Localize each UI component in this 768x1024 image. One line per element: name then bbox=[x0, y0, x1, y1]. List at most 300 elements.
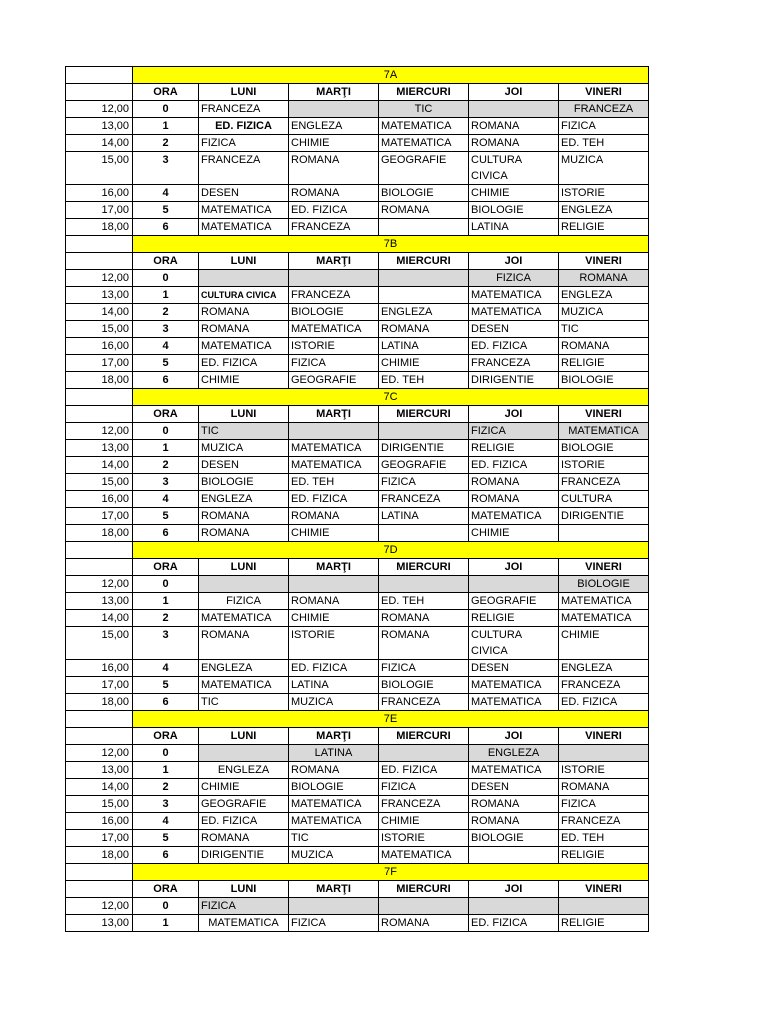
table-row bbox=[66, 457, 649, 474]
subject-cell-marti bbox=[289, 576, 379, 593]
table-row bbox=[66, 745, 649, 762]
table-row bbox=[66, 338, 649, 355]
period-time: 12,00 bbox=[66, 898, 133, 915]
table-row bbox=[66, 779, 649, 796]
subject-cell-joi: MATEMATICA bbox=[469, 694, 559, 711]
table-row bbox=[66, 762, 649, 779]
subject-cell-marti: ISTORIE bbox=[289, 627, 379, 660]
subject-cell-vineri: BIOLOGIE bbox=[559, 372, 649, 389]
subject-cell-joi: DESEN bbox=[469, 321, 559, 338]
subject-cell-miercuri bbox=[379, 423, 469, 440]
subject-cell-joi: RELIGIE bbox=[469, 440, 559, 457]
subject-cell-vineri: MATEMATICA bbox=[559, 610, 649, 627]
table-row bbox=[66, 660, 649, 677]
subject-cell-vineri: ROMANA bbox=[559, 270, 649, 287]
class-banner-row bbox=[66, 864, 649, 881]
period-time: 15,00 bbox=[66, 796, 133, 813]
header-joi: JOI bbox=[469, 84, 559, 101]
header-marti: MARŢI bbox=[289, 559, 379, 576]
blank-cell bbox=[66, 389, 133, 406]
subject-cell-marti: ROMANA bbox=[289, 508, 379, 525]
subject-cell-marti: LATINA bbox=[289, 745, 379, 762]
subject-cell-marti: CHIMIE bbox=[289, 525, 379, 542]
header-luni: LUNI bbox=[199, 84, 289, 101]
blank-cell bbox=[66, 711, 133, 728]
subject-cell-joi: MATEMATICA bbox=[469, 304, 559, 321]
day-header-row bbox=[66, 84, 649, 101]
subject-cell-marti: CHIMIE bbox=[289, 610, 379, 627]
header-ora: ORA bbox=[133, 84, 199, 101]
period-time: 16,00 bbox=[66, 338, 133, 355]
subject-cell-marti bbox=[289, 423, 379, 440]
table-row bbox=[66, 304, 649, 321]
period-time: 16,00 bbox=[66, 660, 133, 677]
table-row bbox=[66, 423, 649, 440]
subject-cell-luni: ENGLEZA bbox=[199, 660, 289, 677]
class-name-banner: 7A bbox=[133, 67, 649, 84]
subject-cell-luni: FRANCEZA bbox=[199, 101, 289, 118]
header-vineri: VINERI bbox=[559, 84, 649, 101]
table-row bbox=[66, 287, 649, 304]
subject-cell-vineri: ROMANA bbox=[559, 338, 649, 355]
class-banner-row bbox=[66, 711, 649, 728]
subject-cell-luni: TIC bbox=[199, 694, 289, 711]
subject-cell-joi bbox=[469, 576, 559, 593]
subject-cell-luni: ROMANA bbox=[199, 830, 289, 847]
period-number: 3 bbox=[133, 152, 199, 185]
subject-cell-luni: CULTURA CIVICA bbox=[199, 287, 289, 304]
subject-cell-joi: MATEMATICA bbox=[469, 762, 559, 779]
period-number: 1 bbox=[133, 440, 199, 457]
table-row bbox=[66, 898, 649, 915]
subject-cell-marti: CHIMIE bbox=[289, 135, 379, 152]
class-banner-row bbox=[66, 67, 649, 84]
period-number: 6 bbox=[133, 847, 199, 864]
subject-cell-luni: ROMANA bbox=[199, 525, 289, 542]
subject-cell-miercuri bbox=[379, 287, 469, 304]
period-number: 5 bbox=[133, 202, 199, 219]
period-number: 2 bbox=[133, 135, 199, 152]
subject-cell-marti: BIOLOGIE bbox=[289, 779, 379, 796]
subject-cell-vineri: FRANCEZA bbox=[559, 813, 649, 830]
table-row bbox=[66, 508, 649, 525]
table-row bbox=[66, 593, 649, 610]
subject-cell-luni: FRANCEZA bbox=[199, 152, 289, 185]
period-time: 13,00 bbox=[66, 915, 133, 932]
header-miercuri: MIERCURI bbox=[379, 881, 469, 898]
period-time: 17,00 bbox=[66, 355, 133, 372]
blank-cell bbox=[66, 728, 133, 745]
table-row bbox=[66, 118, 649, 135]
period-number: 4 bbox=[133, 660, 199, 677]
subject-cell-miercuri: MATEMATICA bbox=[379, 847, 469, 864]
subject-cell-luni: ED. FIZICA bbox=[199, 813, 289, 830]
table-row bbox=[66, 372, 649, 389]
subject-cell-luni: MATEMATICA bbox=[199, 915, 289, 932]
period-time: 16,00 bbox=[66, 491, 133, 508]
period-number: 6 bbox=[133, 372, 199, 389]
header-marti: MARŢI bbox=[289, 253, 379, 270]
period-time: 12,00 bbox=[66, 745, 133, 762]
subject-cell-miercuri: ISTORIE bbox=[379, 830, 469, 847]
period-number: 1 bbox=[133, 915, 199, 932]
period-time: 13,00 bbox=[66, 440, 133, 457]
period-number: 0 bbox=[133, 898, 199, 915]
header-luni: LUNI bbox=[199, 559, 289, 576]
subject-cell-marti: MATEMATICA bbox=[289, 440, 379, 457]
subject-cell-luni: ROMANA bbox=[199, 321, 289, 338]
subject-cell-miercuri bbox=[379, 270, 469, 287]
subject-cell-joi: ROMANA bbox=[469, 118, 559, 135]
subject-cell-miercuri: FRANCEZA bbox=[379, 796, 469, 813]
subject-cell-vineri: ENGLEZA bbox=[559, 660, 649, 677]
subject-cell-marti bbox=[289, 270, 379, 287]
subject-cell-joi: ENGLEZA bbox=[469, 745, 559, 762]
blank-cell bbox=[66, 84, 133, 101]
period-time: 13,00 bbox=[66, 762, 133, 779]
subject-cell-luni bbox=[199, 745, 289, 762]
period-number: 6 bbox=[133, 525, 199, 542]
subject-cell-marti: ROMANA bbox=[289, 185, 379, 202]
subject-cell-vineri: MUZICA bbox=[559, 304, 649, 321]
header-joi: JOI bbox=[469, 728, 559, 745]
subject-cell-joi bbox=[469, 847, 559, 864]
period-number: 4 bbox=[133, 185, 199, 202]
subject-cell-miercuri: ED. FIZICA bbox=[379, 762, 469, 779]
subject-cell-marti: BIOLOGIE bbox=[289, 304, 379, 321]
subject-cell-vineri bbox=[559, 898, 649, 915]
timetable bbox=[65, 66, 649, 932]
subject-cell-joi: ROMANA bbox=[469, 796, 559, 813]
period-number: 4 bbox=[133, 491, 199, 508]
subject-cell-marti: MATEMATICA bbox=[289, 457, 379, 474]
class-name-banner: 7C bbox=[133, 389, 649, 406]
subject-cell-miercuri: LATINA bbox=[379, 338, 469, 355]
period-time: 17,00 bbox=[66, 202, 133, 219]
period-number: 3 bbox=[133, 796, 199, 813]
period-time: 18,00 bbox=[66, 847, 133, 864]
subject-cell-marti: TIC bbox=[289, 830, 379, 847]
period-number: 1 bbox=[133, 287, 199, 304]
subject-cell-vineri: MATEMATICA bbox=[559, 423, 649, 440]
subject-cell-joi: FIZICA bbox=[469, 270, 559, 287]
subject-cell-joi: GEOGRAFIE bbox=[469, 593, 559, 610]
header-marti: MARŢI bbox=[289, 728, 379, 745]
period-number: 5 bbox=[133, 355, 199, 372]
class-name-banner: 7E bbox=[133, 711, 649, 728]
table-row bbox=[66, 101, 649, 118]
header-ora: ORA bbox=[133, 253, 199, 270]
table-row bbox=[66, 152, 649, 185]
subject-cell-miercuri: ROMANA bbox=[379, 610, 469, 627]
period-time: 16,00 bbox=[66, 813, 133, 830]
period-number: 5 bbox=[133, 508, 199, 525]
period-number: 1 bbox=[133, 118, 199, 135]
period-number: 5 bbox=[133, 677, 199, 694]
table-row bbox=[66, 813, 649, 830]
period-number: 2 bbox=[133, 610, 199, 627]
period-time: 17,00 bbox=[66, 677, 133, 694]
period-time: 18,00 bbox=[66, 372, 133, 389]
period-number: 3 bbox=[133, 321, 199, 338]
period-number: 0 bbox=[133, 423, 199, 440]
subject-cell-miercuri: CHIMIE bbox=[379, 813, 469, 830]
period-number: 0 bbox=[133, 745, 199, 762]
subject-cell-luni: GEOGRAFIE bbox=[199, 796, 289, 813]
subject-cell-luni: MUZICA bbox=[199, 440, 289, 457]
subject-cell-miercuri: FRANCEZA bbox=[379, 491, 469, 508]
subject-cell-marti: MUZICA bbox=[289, 694, 379, 711]
period-time: 14,00 bbox=[66, 610, 133, 627]
subject-cell-joi: ROMANA bbox=[469, 813, 559, 830]
subject-cell-joi: MATEMATICA bbox=[469, 287, 559, 304]
period-number: 0 bbox=[133, 270, 199, 287]
subject-cell-vineri: ISTORIE bbox=[559, 457, 649, 474]
header-ora: ORA bbox=[133, 406, 199, 423]
header-miercuri: MIERCURI bbox=[379, 406, 469, 423]
table-row bbox=[66, 135, 649, 152]
subject-cell-luni: ED. FIZICA bbox=[199, 118, 289, 135]
header-miercuri: MIERCURI bbox=[379, 253, 469, 270]
subject-cell-luni: FIZICA bbox=[199, 898, 289, 915]
subject-cell-vineri: MUZICA bbox=[559, 152, 649, 185]
period-time: 14,00 bbox=[66, 304, 133, 321]
header-joi: JOI bbox=[469, 253, 559, 270]
subject-cell-miercuri bbox=[379, 525, 469, 542]
subject-cell-vineri: CHIMIE bbox=[559, 627, 649, 660]
timetable-sheet bbox=[65, 66, 648, 932]
period-number: 5 bbox=[133, 830, 199, 847]
subject-cell-joi: CHIMIE bbox=[469, 525, 559, 542]
header-miercuri: MIERCURI bbox=[379, 559, 469, 576]
subject-cell-vineri: TIC bbox=[559, 321, 649, 338]
subject-cell-luni bbox=[199, 270, 289, 287]
subject-cell-luni: FIZICA bbox=[199, 135, 289, 152]
subject-cell-marti: FIZICA bbox=[289, 915, 379, 932]
subject-cell-marti: ROMANA bbox=[289, 762, 379, 779]
period-time: 16,00 bbox=[66, 185, 133, 202]
period-time: 12,00 bbox=[66, 101, 133, 118]
subject-cell-luni: ENGLEZA bbox=[199, 491, 289, 508]
subject-cell-joi: DESEN bbox=[469, 779, 559, 796]
period-time: 13,00 bbox=[66, 593, 133, 610]
period-time: 13,00 bbox=[66, 287, 133, 304]
subject-cell-luni: MATEMATICA bbox=[199, 338, 289, 355]
table-row bbox=[66, 627, 649, 660]
subject-cell-miercuri bbox=[379, 219, 469, 236]
subject-cell-marti: ISTORIE bbox=[289, 338, 379, 355]
subject-cell-luni: MATEMATICA bbox=[199, 610, 289, 627]
subject-cell-joi: DIRIGENTIE bbox=[469, 372, 559, 389]
subject-cell-miercuri: ED. TEH bbox=[379, 372, 469, 389]
subject-cell-joi: BIOLOGIE bbox=[469, 202, 559, 219]
subject-cell-luni: FIZICA bbox=[199, 593, 289, 610]
subject-cell-vineri: FRANCEZA bbox=[559, 677, 649, 694]
header-joi: JOI bbox=[469, 406, 559, 423]
period-time: 13,00 bbox=[66, 118, 133, 135]
period-number: 4 bbox=[133, 338, 199, 355]
subject-cell-miercuri: ROMANA bbox=[379, 915, 469, 932]
subject-cell-marti: ED. FIZICA bbox=[289, 660, 379, 677]
class-name-banner: 7F bbox=[133, 864, 649, 881]
period-number: 1 bbox=[133, 762, 199, 779]
subject-cell-joi: CULTURA CIVICA bbox=[469, 152, 559, 185]
subject-cell-marti: FIZICA bbox=[289, 355, 379, 372]
subject-cell-joi: RELIGIE bbox=[469, 610, 559, 627]
subject-cell-joi: FRANCEZA bbox=[469, 355, 559, 372]
subject-cell-miercuri bbox=[379, 576, 469, 593]
subject-cell-vineri: ED. TEH bbox=[559, 135, 649, 152]
subject-cell-vineri: ED. TEH bbox=[559, 830, 649, 847]
subject-cell-luni: BIOLOGIE bbox=[199, 474, 289, 491]
subject-cell-marti: ROMANA bbox=[289, 152, 379, 185]
subject-cell-joi: DESEN bbox=[469, 660, 559, 677]
period-number: 6 bbox=[133, 219, 199, 236]
header-luni: LUNI bbox=[199, 406, 289, 423]
subject-cell-joi: FIZICA bbox=[469, 423, 559, 440]
header-luni: LUNI bbox=[199, 253, 289, 270]
day-header-row bbox=[66, 253, 649, 270]
header-joi: JOI bbox=[469, 881, 559, 898]
subject-cell-miercuri bbox=[379, 745, 469, 762]
subject-cell-joi: MATEMATICA bbox=[469, 677, 559, 694]
subject-cell-miercuri: TIC bbox=[379, 101, 469, 118]
subject-cell-vineri: ISTORIE bbox=[559, 762, 649, 779]
header-luni: LUNI bbox=[199, 881, 289, 898]
period-time: 14,00 bbox=[66, 135, 133, 152]
period-time: 12,00 bbox=[66, 270, 133, 287]
subject-cell-luni: TIC bbox=[199, 423, 289, 440]
subject-cell-vineri: RELIGIE bbox=[559, 355, 649, 372]
table-row bbox=[66, 796, 649, 813]
period-time: 17,00 bbox=[66, 508, 133, 525]
day-header-row bbox=[66, 728, 649, 745]
subject-cell-luni: ED. FIZICA bbox=[199, 355, 289, 372]
subject-cell-vineri: FRANCEZA bbox=[559, 101, 649, 118]
table-row bbox=[66, 677, 649, 694]
table-row bbox=[66, 270, 649, 287]
subject-cell-luni: ROMANA bbox=[199, 627, 289, 660]
period-time: 14,00 bbox=[66, 457, 133, 474]
blank-cell bbox=[66, 236, 133, 253]
subject-cell-joi bbox=[469, 101, 559, 118]
table-row bbox=[66, 219, 649, 236]
subject-cell-luni: MATEMATICA bbox=[199, 202, 289, 219]
subject-cell-joi: ROMANA bbox=[469, 491, 559, 508]
period-time: 15,00 bbox=[66, 474, 133, 491]
day-header-row bbox=[66, 881, 649, 898]
header-vineri: VINERI bbox=[559, 406, 649, 423]
subject-cell-marti bbox=[289, 101, 379, 118]
header-luni: LUNI bbox=[199, 728, 289, 745]
subject-cell-marti: FRANCEZA bbox=[289, 287, 379, 304]
period-number: 2 bbox=[133, 304, 199, 321]
day-header-row bbox=[66, 406, 649, 423]
subject-cell-marti: MATEMATICA bbox=[289, 796, 379, 813]
header-miercuri: MIERCURI bbox=[379, 84, 469, 101]
subject-cell-luni: ROMANA bbox=[199, 304, 289, 321]
subject-cell-luni: MATEMATICA bbox=[199, 219, 289, 236]
subject-cell-marti: MATEMATICA bbox=[289, 813, 379, 830]
header-ora: ORA bbox=[133, 881, 199, 898]
subject-cell-miercuri: GEOGRAFIE bbox=[379, 457, 469, 474]
subject-cell-joi bbox=[469, 898, 559, 915]
subject-cell-vineri: CULTURA bbox=[559, 491, 649, 508]
period-time: 18,00 bbox=[66, 694, 133, 711]
blank-cell bbox=[66, 542, 133, 559]
blank-cell bbox=[66, 253, 133, 270]
subject-cell-marti: MUZICA bbox=[289, 847, 379, 864]
subject-cell-vineri: FRANCEZA bbox=[559, 474, 649, 491]
table-row bbox=[66, 610, 649, 627]
day-header-row bbox=[66, 559, 649, 576]
subject-cell-vineri: RELIGIE bbox=[559, 847, 649, 864]
header-vineri: VINERI bbox=[559, 881, 649, 898]
table-row bbox=[66, 830, 649, 847]
subject-cell-joi: LATINA bbox=[469, 219, 559, 236]
header-vineri: VINERI bbox=[559, 728, 649, 745]
subject-cell-miercuri: ROMANA bbox=[379, 321, 469, 338]
subject-cell-vineri bbox=[559, 745, 649, 762]
header-joi: JOI bbox=[469, 559, 559, 576]
subject-cell-miercuri: ED. TEH bbox=[379, 593, 469, 610]
period-number: 0 bbox=[133, 576, 199, 593]
subject-cell-miercuri: ROMANA bbox=[379, 202, 469, 219]
class-banner-row bbox=[66, 542, 649, 559]
subject-cell-vineri: ENGLEZA bbox=[559, 202, 649, 219]
period-time: 17,00 bbox=[66, 830, 133, 847]
subject-cell-luni: CHIMIE bbox=[199, 779, 289, 796]
period-number: 2 bbox=[133, 779, 199, 796]
subject-cell-vineri: ROMANA bbox=[559, 779, 649, 796]
table-row bbox=[66, 694, 649, 711]
subject-cell-vineri: FIZICA bbox=[559, 118, 649, 135]
subject-cell-vineri: ED. FIZICA bbox=[559, 694, 649, 711]
period-time: 15,00 bbox=[66, 152, 133, 185]
subject-cell-miercuri: GEOGRAFIE bbox=[379, 152, 469, 185]
subject-cell-miercuri: ENGLEZA bbox=[379, 304, 469, 321]
subject-cell-joi: ROMANA bbox=[469, 135, 559, 152]
subject-cell-joi: ED. FIZICA bbox=[469, 915, 559, 932]
period-number: 1 bbox=[133, 593, 199, 610]
subject-cell-miercuri: CHIMIE bbox=[379, 355, 469, 372]
period-time: 15,00 bbox=[66, 321, 133, 338]
subject-cell-luni: DESEN bbox=[199, 185, 289, 202]
subject-cell-luni bbox=[199, 576, 289, 593]
period-time: 14,00 bbox=[66, 779, 133, 796]
header-ora: ORA bbox=[133, 728, 199, 745]
subject-cell-luni: DESEN bbox=[199, 457, 289, 474]
header-marti: MARŢI bbox=[289, 881, 379, 898]
subject-cell-luni: ROMANA bbox=[199, 508, 289, 525]
header-marti: MARŢI bbox=[289, 84, 379, 101]
header-marti: MARŢI bbox=[289, 406, 379, 423]
subject-cell-joi: ROMANA bbox=[469, 474, 559, 491]
subject-cell-vineri: BIOLOGIE bbox=[559, 440, 649, 457]
table-row bbox=[66, 915, 649, 932]
subject-cell-miercuri bbox=[379, 898, 469, 915]
subject-cell-marti: FRANCEZA bbox=[289, 219, 379, 236]
subject-cell-vineri bbox=[559, 525, 649, 542]
period-number: 3 bbox=[133, 627, 199, 660]
subject-cell-marti: ED. FIZICA bbox=[289, 491, 379, 508]
table-row bbox=[66, 185, 649, 202]
subject-cell-joi: ED. FIZICA bbox=[469, 457, 559, 474]
subject-cell-miercuri: FIZICA bbox=[379, 474, 469, 491]
blank-cell bbox=[66, 881, 133, 898]
subject-cell-joi: CULTURA CIVICA bbox=[469, 627, 559, 660]
period-time: 12,00 bbox=[66, 423, 133, 440]
